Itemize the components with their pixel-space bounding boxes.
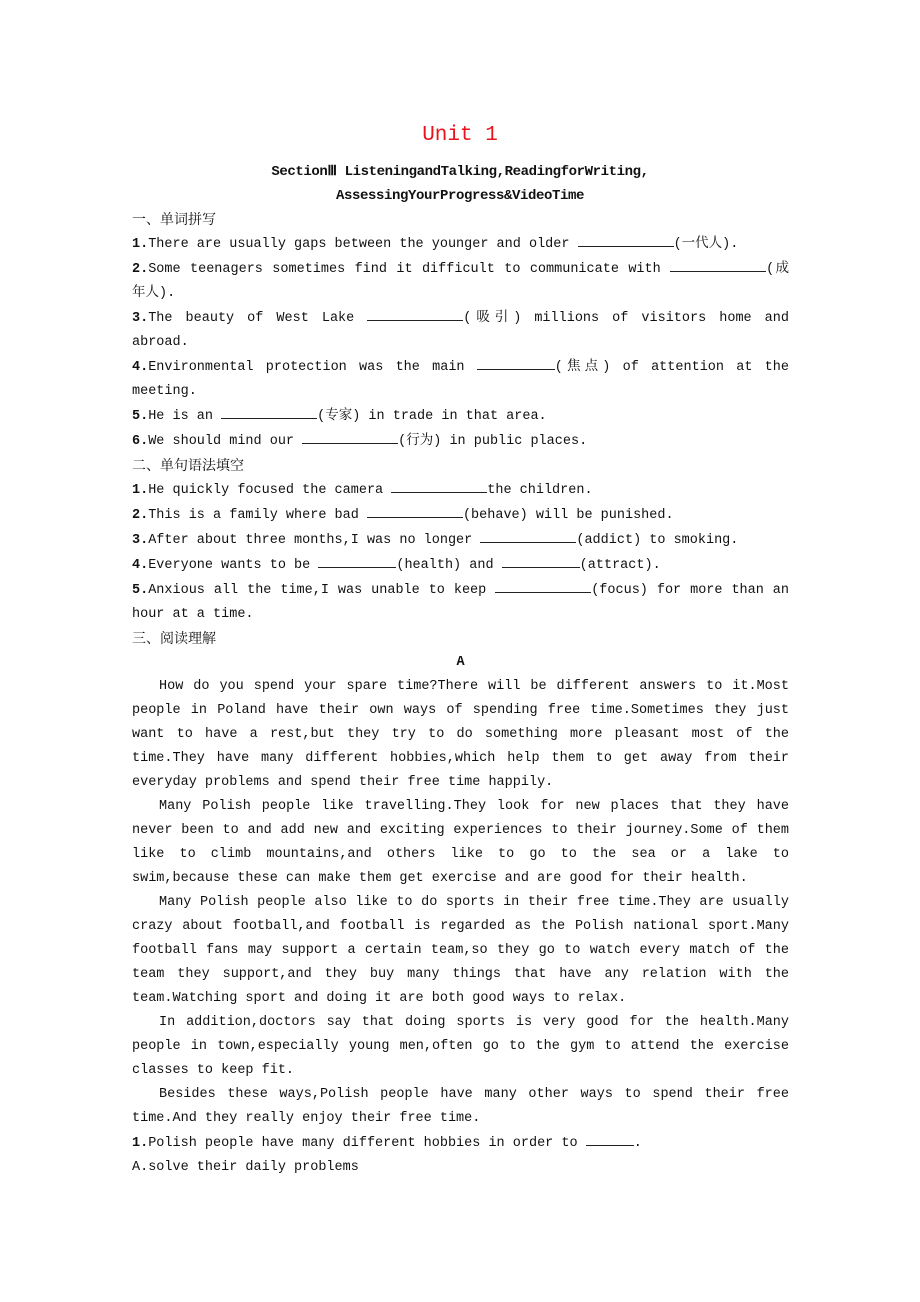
- answer-blank[interactable]: [221, 404, 317, 419]
- question: [132, 1131, 789, 1156]
- exercise-item: [132, 429, 789, 454]
- item-text: (attract).: [579, 558, 661, 573]
- item-number: 4.: [132, 360, 149, 375]
- answer-blank[interactable]: [670, 257, 766, 272]
- question-text: .: [633, 1136, 642, 1151]
- passage-paragraph: In addition,doctors say that doing sports is very good for the health.Many people in town,especially young men,often go to the gym to attend the exercise classes to keep fit.: [132, 1015, 789, 1078]
- item-text: We should mind our: [148, 434, 303, 449]
- item-text: Anxious all the time,I was unable to keep: [148, 583, 496, 598]
- answer-blank[interactable]: [480, 528, 576, 543]
- item-number: 5.: [132, 583, 149, 598]
- option-a[interactable]: A.solve their daily problems: [132, 1160, 359, 1175]
- item-number: 1.: [132, 237, 149, 252]
- exercise-item: [132, 257, 789, 306]
- item-number: 2.: [132, 262, 149, 277]
- exercise-item: [132, 478, 789, 503]
- section-heading: 一、单词拼写: [132, 212, 216, 228]
- answer-blank[interactable]: [495, 578, 591, 593]
- item-text: (一代人).: [673, 237, 739, 252]
- item-number: 2.: [132, 508, 149, 523]
- item-text: After about three months,I was no longer: [148, 533, 481, 548]
- passage-paragraph: Besides these ways,Polish people have many other ways to spend their free time.And they really enjoy their free time.: [132, 1087, 789, 1126]
- item-text: (成年人).: [132, 262, 789, 301]
- question-text: Polish people have many different hobbies in order to: [148, 1136, 586, 1151]
- item-number: 6.: [132, 434, 149, 449]
- answer-blank[interactable]: [391, 478, 487, 493]
- content: [132, 208, 789, 1180]
- answer-blank[interactable]: [586, 1131, 634, 1146]
- passage-paragraph: How do you spend your spare time?There will be different answers to it.Most people in Poland have their own ways of spending free time.Sometimes they just want to have a rest,but they try to do something more pleasant most of the time.They have many different hobbies,which help them to get away from their everyday problems and spend their free time happily.: [132, 679, 789, 790]
- item-text: the children.: [487, 483, 593, 498]
- passage-paragraph: Many Polish people like travelling.They look for new places that they have never been to and add new and exciting experiences to their journey.Some of them like to climb mountains,and others like to go to the sea or a lake to swim,because these can make them get exercise and are good for their health.: [132, 799, 789, 886]
- exercise-item: [132, 355, 789, 404]
- answer-blank[interactable]: [302, 429, 398, 444]
- item-text: Environmental protection was the main: [148, 360, 477, 375]
- section-subtitle: [0, 160, 920, 208]
- item-text: Everyone wants to be: [148, 558, 319, 573]
- answer-blank[interactable]: [367, 306, 463, 321]
- item-text: (focus) for more than an hour at a time.: [132, 583, 789, 622]
- item-text: (吸引) millions of visitors home and abroad.: [132, 311, 789, 350]
- item-text: (health) and: [396, 558, 502, 573]
- item-text: There are usually gaps between the younger and older: [148, 237, 578, 252]
- exercise-item: [132, 232, 789, 257]
- item-text: This is a family where bad: [148, 508, 367, 523]
- item-text: (行为) in public places.: [398, 434, 588, 449]
- subtitle-line: SectionⅢ ListeningandTalking,ReadingforWriting,: [271, 164, 649, 180]
- section-heading: 二、单句语法填空: [132, 458, 244, 474]
- passage-label: A: [456, 655, 465, 670]
- item-text: (addict) to smoking.: [576, 533, 739, 548]
- answer-blank[interactable]: [502, 553, 580, 568]
- unit-title: Unit 1: [422, 124, 498, 147]
- item-number: 1.: [132, 483, 149, 498]
- item-text: (专家) in trade in that area.: [317, 409, 547, 424]
- passage-paragraph: Many Polish people also like to do sports in their free time.They are usually crazy about football,and football is regarded as the Polish national sport.Many football fans may support a certain team,so they go to watch every match of the team they support,and they buy many things that have any relation with the team.Watching sport and doing it are both good ways to relax.: [132, 895, 789, 1006]
- section-heading: 三、阅读理解: [132, 631, 216, 647]
- item-number: 3.: [132, 311, 149, 326]
- item-number: 4.: [132, 558, 149, 573]
- answer-blank[interactable]: [477, 355, 555, 370]
- exercise-item: [132, 578, 789, 627]
- answer-blank[interactable]: [318, 553, 396, 568]
- item-text: He is an: [148, 409, 222, 424]
- item-text: The beauty of West Lake: [148, 311, 368, 326]
- exercise-item: [132, 404, 789, 429]
- item-text: (焦点) of attention at the meeting.: [132, 360, 789, 399]
- item-text: Some teenagers sometimes find it difficult to communicate with: [148, 262, 671, 277]
- item-number: 3.: [132, 533, 149, 548]
- question-number: 1.: [132, 1136, 149, 1151]
- item-text: He quickly focused the camera: [148, 483, 392, 498]
- exercise-item: [132, 553, 789, 578]
- subtitle-line: AssessingYourProgress&VideoTime: [335, 188, 585, 204]
- exercise-item: [132, 306, 789, 355]
- answer-blank[interactable]: [578, 232, 674, 247]
- item-text: (behave) will be punished.: [462, 508, 674, 523]
- exercise-item: [132, 503, 789, 528]
- item-number: 5.: [132, 409, 149, 424]
- answer-blank[interactable]: [367, 503, 463, 518]
- exercise-item: [132, 528, 789, 553]
